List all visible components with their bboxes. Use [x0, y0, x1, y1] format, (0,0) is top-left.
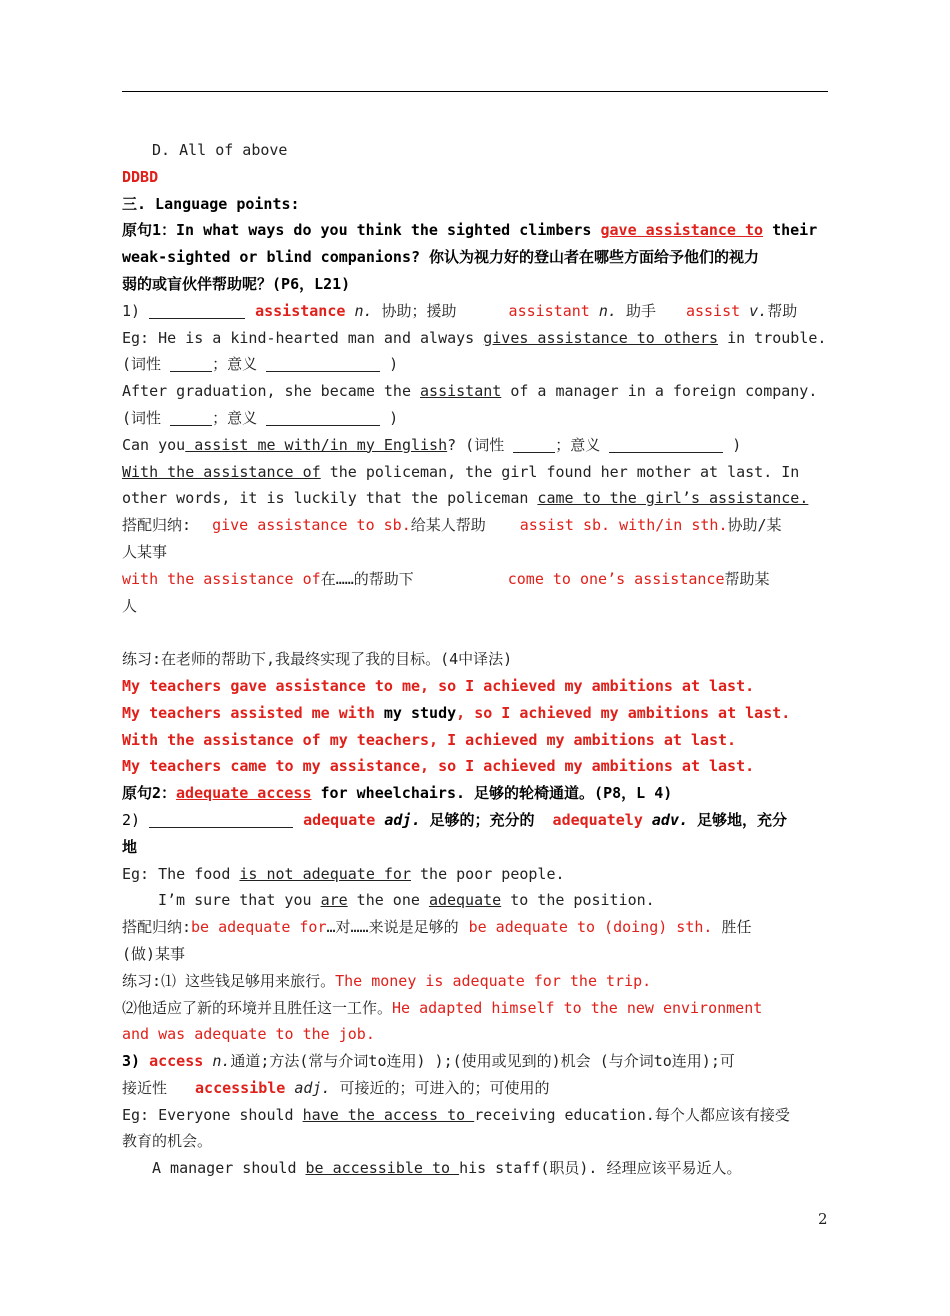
- collocation-summary-3: 搭配归纳:be adequate for…对……来说是足够的 be adequate to (doing) sth. 胜任: [122, 918, 752, 937]
- collocation-summary-3-cont: (做)某事: [122, 944, 186, 963]
- example-4-cont: other words, it is luckily that the policeman came to the girl’s assistance.: [122, 489, 809, 508]
- question-1: (词性 ；意义 ): [122, 355, 399, 374]
- meaning-blank[interactable]: [266, 353, 380, 372]
- fill-blank[interactable]: [149, 300, 245, 319]
- page-number: 2: [818, 1210, 828, 1228]
- example-7: Eg: Everyone should have the access to receiving education.每个人都应该有接受: [122, 1105, 790, 1124]
- example-2: After graduation, she became the assistant of a manager in a foreign company.: [122, 382, 818, 401]
- example-1: Eg: He is a kind-hearted man and always gives assistance to others in trouble.: [122, 328, 827, 347]
- vocab-item-1: 1) assistance n. 协助；援助 assistant n. 助手 assist v.帮助: [122, 301, 798, 320]
- original-sentence-1-cont: weak-sighted or blind companions? 你认为视力好的登山者在哪些方面给予他们的视力: [122, 248, 760, 267]
- exercise-2-1: 练习:⑴ 这些钱足够用来旅行。The money is adequate for the trip.: [122, 971, 652, 990]
- header-rule: [122, 91, 828, 92]
- pos-blank[interactable]: [170, 407, 212, 426]
- exercise-answer-1: My teachers gave assistance to me, so I achieved my ambitions at last.: [122, 676, 755, 695]
- exercise-2-2-cont: and was adequate to the job.: [122, 1025, 375, 1044]
- fill-blank[interactable]: [149, 809, 293, 828]
- example-8: A manager should be accessible to his staff(职员). 经理应该平易近人。: [152, 1159, 742, 1178]
- vocab-item-3: 3) access n.通道;方法(常与介词to连用) );(使用或见到的)机会 (与介词to连用);可: [122, 1052, 735, 1071]
- example-7-cont: 教育的机会。: [122, 1132, 213, 1151]
- collocation-summary-2: with the assistance of在……的帮助下 come to one’s assistance帮助某: [122, 569, 770, 588]
- exercise-answer-3: With the assistance of my teachers, I achieved my ambitions at last.: [122, 730, 737, 749]
- exercise-2-2: ⑵他适应了新的环境并且胜任这一工作。He adapted himself to the new environment: [122, 998, 763, 1017]
- pos-blank[interactable]: [513, 434, 555, 453]
- document-body: [122, 137, 828, 1182]
- blank-line: [122, 619, 828, 646]
- exercise-answer-2: My teachers assisted me with my study, so I achieved my ambitions at last.: [122, 703, 791, 722]
- original-sentence-1: 原句1：In what ways do you think the sighted climbers gave assistance to their: [122, 221, 818, 240]
- question-2: (词性 ；意义 ): [122, 408, 399, 427]
- option-d: D. All of above: [152, 141, 288, 159]
- pos-blank[interactable]: [170, 353, 212, 372]
- vocab-item-2-cont: 地: [122, 837, 138, 856]
- meaning-blank[interactable]: [266, 407, 380, 426]
- collocation-summary-1-cont: 人某事: [122, 542, 168, 561]
- original-sentence-1-cont2: 弱的或盲伙伴帮助呢？(P6，L21): [122, 274, 351, 293]
- section-heading: 三. Language points:: [122, 194, 300, 213]
- collocation-summary-2-cont: 人: [122, 596, 138, 615]
- vocab-item-2: 2) adequate adj. 足够的；充分的 adequately adv. 足够地，充分: [122, 810, 788, 829]
- example-4: With the assistance of the policeman, the girl found her mother at last. In: [122, 462, 800, 481]
- exercise-answer-4: My teachers came to my assistance, so I achieved my ambitions at last.: [122, 757, 755, 776]
- example-6: I’m sure that you are the one adequate to the position.: [158, 891, 655, 910]
- collocation-summary-1: 搭配归纳: give assistance to sb.给某人帮助 assist sb. with/in sth.协助/某: [122, 516, 782, 535]
- answer-key: DDBD: [122, 167, 159, 186]
- meaning-blank[interactable]: [609, 434, 723, 453]
- vocab-item-3-cont: 接近性 accessible adj. 可接近的；可进入的；可使用的: [122, 1078, 550, 1097]
- example-3: Can you assist me with/in my English? (词性 ；意义 ): [122, 435, 742, 454]
- original-sentence-2: 原句2：adequate access for wheelchairs. 足够的轮椅通道。(P8，L 4): [122, 784, 673, 803]
- exercise-prompt: 练习:在老师的帮助下,我最终实现了我的目标。(4中译法): [122, 650, 513, 669]
- example-5: Eg: The food is not adequate for the poor people.: [122, 864, 565, 883]
